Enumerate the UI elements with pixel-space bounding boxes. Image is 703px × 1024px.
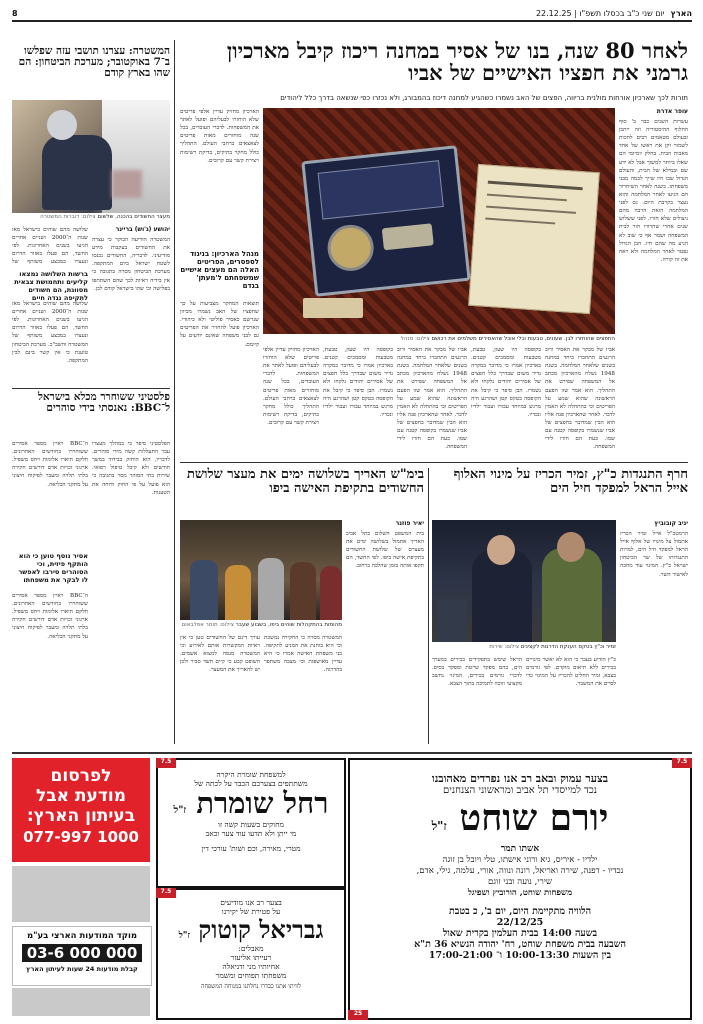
- yoram-obituary-ad: [348, 758, 692, 1020]
- navy-col-1: הרמטכ"ל אייל זמיר הכריז אתמול על מינויו של אלוף אייל הראל למפקד חיל הים, למרות התנגדותו של שר הביטחון ישראל כ"ץ. המינוי עוד מחכה לאישור השר.: [620, 531, 688, 578]
- divider: [180, 462, 688, 463]
- side-story-headline: המשטרה: עצרנו תושבי עזה שפלשו ב־7 באוקטובר; מערכת הביטחון: הם שהו בארץ קודם: [18, 45, 170, 80]
- promo-line2: מודעת אבל: [35, 786, 126, 806]
- gabriel-names1: רעייתו אליעזר: [230, 952, 272, 962]
- paper-name: הארץ: [670, 8, 692, 18]
- grey-placeholder: [12, 866, 150, 922]
- photo-person: [225, 565, 251, 620]
- doc-line: [486, 206, 576, 214]
- gabriel-top1: בצער רב אנו מודיעים: [220, 898, 282, 907]
- main-col-left-bottom: תוצאות המחקר מצביעות על כך שחפציו של האב נשמרו מכיוון שנרשם כאסיר פוליטי ולא כיהודי. הארכיון פועל להחזיר את הפריטים גם לבני משפחה שאינם יודעים על קיומם.: [180, 301, 259, 348]
- navy-byline: יניב קובוביץ: [654, 520, 688, 527]
- navy-photo: [432, 520, 616, 642]
- yoram-funeral1: הלוויה מתקיימת היום, יום ב', כ בטבת: [448, 906, 592, 917]
- box-lid-lining: [318, 160, 444, 219]
- gabriel-names3: משפחתו תפוחים ומשמר: [215, 970, 287, 980]
- column-divider: [174, 40, 175, 744]
- ads-divider: [12, 752, 692, 754]
- side-story-col-left-2: שלושה מהם שוהים בישראל מאז שנות ה־2000 ושניים אחרים הגיעו בשנים האחרונות. לפי החשד, הם פעלו באזור הדרום ונעצרו במבצע משותף של המשטרה והשב"כ. מערכת הביטחון טוענת כי אין קשר בינם לבין המתקפה.: [12, 301, 88, 364]
- rachel-obituary-ad: [156, 758, 346, 888]
- gabriel-top2: על פטירת של יקירנו: [221, 907, 281, 916]
- navy-photo-caption: זמיר וכ"ץ בטקס הענקת הדרגות לקצינים צילום: שירות: [489, 644, 616, 650]
- jaffa-headline: בימ"ש האריך בשלושה ימים את מעצר שלושת החשודים בתקיפת האישה ביפו: [187, 467, 424, 496]
- bbc-story-col-left: ה־BBC ראיין מספר אסירים ששוחררו בחודשים האחרונים. חלקם תיארו אלימות ויחס משפיל. ארגוני זכויות אדם דורשים חקירה בלתי תלויה ומעבר לפיקוח חיצוני על מתקני הכליאה.: [12, 441, 88, 488]
- photo-person: [190, 560, 218, 620]
- grey-placeholder: [12, 988, 150, 1016]
- gabriel-foot: לוויתו אתנו כבדרו נחלתנו במנוחה המשפחה: [201, 982, 301, 990]
- column-divider: [428, 468, 429, 744]
- divider: [12, 388, 170, 389]
- bbc-story-sub1: אסיר נוסף טוען כי הוא הותקף פיזית, וכי הסוהרים סירבו לאפשר לו לבקר את משפחתו: [18, 552, 88, 584]
- watch-icon: [325, 223, 376, 274]
- photo-helmet: [47, 110, 77, 140]
- yoram-funeral2: בשעה 14:00 בבית העלמין בקרית שאול: [442, 928, 598, 939]
- jaffa-col-1: בית המשפט השלום בתל אביב האריך אתמול בשלושה ימים את מעצרם של שלושת החשודים בתקיפת אישה ביפו. לפי החשד, הם תקפו אותה בזמן שהלכה ברחוב.: [346, 531, 424, 570]
- doc-line: [488, 181, 583, 191]
- jaffa-byline: יאיר פוזנר: [395, 520, 424, 527]
- side-story-col-left: שלושה מהם שוהים בישראל מאז שנות ה־2000 ושניים אחרים הגיעו בשנים האחרונות. לפי החשד, הם פעלו באזור הדרום ונעצרו במבצע משותף של: [12, 227, 88, 266]
- ad-size-badge: 7.5: [156, 758, 176, 768]
- main-col-left-top: הארכיון מחזיק עדיין אלפי פריטים שלא הוחזרו לבעליהם ופועל לאתר את המשפחות. לדברי העובדים, בכל שנה מוחזרים מאות פריטים לצאצאים ברחבי העולם. התהליך כולל מחקר בתיקים, בדיקת רשימות ויצירת קשר עם קרובים.: [180, 109, 259, 164]
- photo-officer-figure: [42, 135, 112, 210]
- photo-figure-uniform: [542, 548, 602, 642]
- gabriel-label: מאבלים:: [238, 943, 264, 953]
- date-line: יום שני כ"ב בכסלו תשפ"ו | 22.12.25: [535, 8, 665, 18]
- promo-ad[interactable]: [12, 758, 150, 862]
- yoram-shiva1: השבעה בבית משפחת שוחט, רח' יהודה הנשיא 36 ת"א: [414, 939, 626, 950]
- side-story-sub1: ברשות השלושה נמצאו קליעים ותחמושת צבאית מסווגת, הם חשודים לתקיפה נגדה חיים: [14, 270, 88, 302]
- photo-person: [258, 558, 284, 620]
- photo-documents: [468, 164, 600, 314]
- yoram-kids1: ילדיו - איריס, גיא ורוני אישתו, טלי ויובל בן זוגה: [442, 855, 598, 865]
- photo-person: [320, 566, 342, 620]
- main-col-3: בקופסה היו שעון, טבעת, מטבעות ומסמכים קטנים. בארכיון אמרו כי מדובר במקרה נדיר משום שבדרך כלל חפצים של אסירים יהודים נלקחו ולא נשמרו. הבן סיפר כי קיבל את הקופסה בטקס קטן ושהרגע היה מרגש במיוחד עבורו ועבור ילדיו ונכדיו.: [471, 347, 541, 418]
- main-byline: עופר אדרת: [656, 108, 688, 115]
- jaffa-photo-caption: מהומות בהתקהלות שוהים ביפו, בשבוע שעבר צילום: תומר אפלבאום: [181, 622, 342, 628]
- promo-line3: בעיתון הארץ:: [26, 806, 136, 826]
- rachel-top1: למשפחת שומרת היקרה: [216, 770, 286, 779]
- ad-center-sub: קבלת מודעות 24 שעות לעיתון הארץ: [26, 965, 138, 973]
- gabriel-names2: אחיותיו מני ודניאלה: [222, 961, 280, 971]
- doc-line: [487, 194, 567, 202]
- ad-size-badge: 7.5: [672, 758, 692, 768]
- navy-headline: חרף התנגדות כ"ץ, זמיר הכריז על מינוי האלוף אייל הראל למפקד חיל הים: [453, 467, 688, 496]
- main-col-5: בקופסה היו שעון, טבעת, מטבעות ומסמכים קטנים. בארכיון אמרו כי מדובר במקרה נדיר משום שבדרך כלל חפצים של אסירים יהודים נלקחו ולא נשמרו. הבן סיפר כי קיבל את הקופסה בטקס קטן ושהרגע היה מרגש במיוחד עבורו ועבור ילדיו ונכדיו.: [323, 347, 393, 418]
- main-col-4: אביו של מבקר את האסיר ורוב הרגעים התחברו ביחד במחנה בשנים שלאחר המלחמה. בשנת 1948 נשלח מהארכיון מכתב אל המשפחה שפירט את התהליך. הוא אמר שזו הפעם הראשונה שהוא שמע על הפריטים וכי בהתחלה לא האמין לדבר. לאחר שהארכיון פנה אליו הוא הבין שמדובר בחפצים של אביו שנשמרו בקופסה קטנה עם שמו. כעת הם חזרו לידי המשפחה.: [397, 347, 467, 451]
- gabriel-name: גבריאל קוטוק ז"ל: [178, 915, 324, 944]
- main-col-1: עשרות השנים כבר ב' סוף החלוף ההיסטוריה וזה ייתכן ובעולם מטאמים רבים לחכות לשמור זקן את ראשו של אחד מאבות הבית. בחלק יומיומי הם שאלו ביותר למשוך אבל לא ידע שם ובמילא של הבית, והעולם הגדול שבו חיו שייך לכמה מבני משפחתו. בשנה לאחר השיחרור הם הגיעו לאחר המלחמה והוא נעצר בקרבת היום. גם לפני המלחמה הזאת הרבה מהם ניצולים שלא חזרו. לפני ששלוש שנים אחרי שחרורו חזר לבית המשפחה ושמר אף כי שוב לא הגיע מה שהם חיו. הבן הגדול נפטר לאחר המלחמה ולא ראה את זה קורה.: [619, 119, 688, 263]
- photo-open-box: [301, 145, 470, 297]
- cigarette-case-icon: [382, 223, 434, 250]
- bbc-story-col-left-2: ה־BBC ראיין מספר אסירים ששוחררו בחודשים האחרונים. חלקם תיארו אלימות ויחס משפיל. ארגוני זכויות אדם דורשים חקירה בלתי תלויה ומעבר לפיקוח חיצוני על מתקני הכליאה.: [12, 593, 88, 640]
- side-story-col-right: המשטרה הודיעה הבוקר כי עצרה את החשודים בעקבות מידע מודיעיני. לדבריה, החשודים נכנסו לשטח ישראל ביום המתקפה. מערכת הביטחון מסרה בתגובה כי אין בידיה ראיות לכך שהם השתתפו בפלישה וכי שהו בישראל קודם לכן.: [92, 237, 170, 292]
- photo-face: [557, 532, 585, 562]
- jaffa-col-2: המשטרה מסרה כי החקירה נמשכת וכי היא בוחנת את המניע לתקיפה. בני משפחת האישה אמרו כי היא עדיין מאושפזת וכי מצבה משתפר בהדרגה.: [264, 635, 342, 674]
- jaffa-col-3: עורך דינם של החשודים טען כי אין ראיות המקשרות אותם לאירוע וכי המשטרה מנסה למצוא אשמים. השופט קבע כי קיים חשד סביר ולכן יש להאריך את המעצר.: [180, 635, 260, 674]
- navy-col-2: כ"ץ הודיע בעבר כי הוא לא יאשר מינויים בכירים ללא תיאום מוקדם. לפי גורמים בצבא, זמיר החליט להכריז על המינוי כדי לסיים את המשבר.: [526, 657, 616, 688]
- main-headline: לאחר 80 שנה, בנו של אסיר במחנה ריכוז קיבל מארכיון גרמני את חפציו האישיים של אביו: [226, 38, 688, 86]
- yoram-name: יורם שוחט ז"ל: [431, 797, 609, 839]
- navy-col-3: הראל שימש בתפקידים בכירים במערך הים, בהם מפקד שייטת ומפקד בסיס. לדברי גורמים בכירים, המינוי נחשב מקצועי וזוכה לתמיכה בתוך הצבא.: [432, 657, 522, 688]
- photo-background-figure: [437, 600, 467, 642]
- yoram-top2: נכד למייסדי תל אביב ומראשוני הצנחנים: [442, 785, 598, 796]
- side-story-byline: יהושע (ג'וש) בריינר: [115, 226, 170, 233]
- side-story-photo: [12, 100, 170, 213]
- side-story-caption: מעצר החשודים בהכנה, שלשום צילום: דוברות המשטרה: [40, 214, 170, 220]
- ad-center-label: מוקד המודעות הארצי בע"מ: [26, 931, 138, 941]
- promo-phone: 077-997 1000: [23, 828, 139, 846]
- photo-person: [290, 562, 316, 620]
- doc-line: [485, 218, 555, 225]
- gabriel-obituary-ad: [156, 888, 346, 1020]
- yoram-shiva2: בין השעות 10:00-13:30 ו־ 17:00-21:00: [428, 950, 612, 961]
- rachel-sign: מטרי, מאירה, וכם ושות' עורכי דין: [201, 843, 301, 853]
- yoram-funeral-date: 22/12/25: [496, 917, 544, 928]
- promo-line1: לפרסום: [50, 766, 112, 786]
- yoram-wife: אשתו תמר: [500, 844, 540, 854]
- header-right: [536, 9, 692, 18]
- main-col-2: אביו של מבקר את האסיר ורוב הרגעים התחברו ביחד במחנה בשנים שלאחר המלחמה. בשנת 1948 נשלח מהארכיון מכתב אל המשפחה שפירט את התהליך. הוא אמר שזו הפעם הראשונה שהוא שמע על הפריטים וכי בהתחלה לא האמין לדבר. לאחר שהארכיון פנה אליו הוא הבין שמדובר בחפצים של אביו שנשמרו בקופסה קטנה עם שמו. כעת הם חזרו לידי המשפחה.: [545, 347, 615, 451]
- rachel-line2: מי ייתן ולא תדעו עוד צער וכאב: [205, 828, 297, 838]
- photo-face: [487, 535, 515, 565]
- rachel-top2: משתתפים בצערכם הכבד על לכתה של: [194, 779, 308, 788]
- rachel-line1: מחוקים בשעות קשה זו: [218, 819, 284, 829]
- main-sub1: מנהל הארכיון: בניגוד לספסרים, הפריטים האלה הם מעצים אישיים שמשפחתם ל'מעתן' בגדם: [180, 250, 259, 290]
- page-header: [12, 6, 692, 22]
- main-photo: [263, 108, 615, 334]
- ad-center-box[interactable]: [12, 926, 152, 986]
- jaffa-photo: [180, 520, 342, 620]
- photo-small-card: [303, 298, 363, 318]
- yoram-kids2: נכדיו - דפנה, שירה ואריאל, רונה ונווה, אורי, עלמה, גילי, אדם,: [416, 866, 624, 876]
- yoram-top1: בצער עמוק ובאב רב אנו נפרדים מאהובנו: [431, 772, 609, 785]
- bbc-story-headline: פלסטיני ששוחרר מכלא בישראל ל־BBC: נאנסתי בידי סוהרים: [38, 391, 170, 415]
- main-subhead: תורות לכך שארכיון אורחות מולנית בריווה, הפצים של האב נשמרו כשהגיע למחנה דיכוז בהמבורג, ולא נכזרו כפי שנשאה בדרך כלל ליהודים: [280, 94, 688, 102]
- yoram-family: משפחות שוחט, הורוביץ ושפיגל: [467, 888, 573, 898]
- page-number: 8: [12, 8, 18, 18]
- ad-size-badge: 7.5: [156, 888, 176, 898]
- ad-center-phone: 03-6 000 000: [22, 944, 142, 962]
- main-photo-caption: החפצים שהוחזרו לבן. שעונים, טבעות וכלי אוכל שהאסירים משלמים את רכושם צילום: מנהל: [400, 336, 615, 342]
- rachel-name: רחל שומרת ז"ל: [173, 786, 329, 820]
- main-col-6: הארכיון מחזיק עדיין אלפי פריטים שלא הוחזרו לבעליהם ופועל לאתר את המשפחות. לדברי העובדים, בכל שנה מוחזרים מאות פריטים לצאצאים ברחבי העולם. התהליך כולל מחקר בתיקים, בדיקת רשימות ויצירת קשר עם קרובים.: [263, 347, 319, 426]
- ad-size-badge: 25: [348, 1010, 368, 1020]
- yoram-kids3: שירי, נועה ובני זוגם: [487, 877, 552, 887]
- bbc-story-col-right: הפלסטיני סיפר כי במהלך מעצרו עבר התעללות קשה מידי סוהרים. לדבריו, הוא הוחזק בבידוד במשך חודשים ולא קיבל טיפול רפואי. שירות בתי הסוהר מסר בתגובה כי הוא פועל על פי החוק ודוחה את הטענות.: [92, 441, 170, 496]
- photo-blurred-face: [112, 170, 142, 198]
